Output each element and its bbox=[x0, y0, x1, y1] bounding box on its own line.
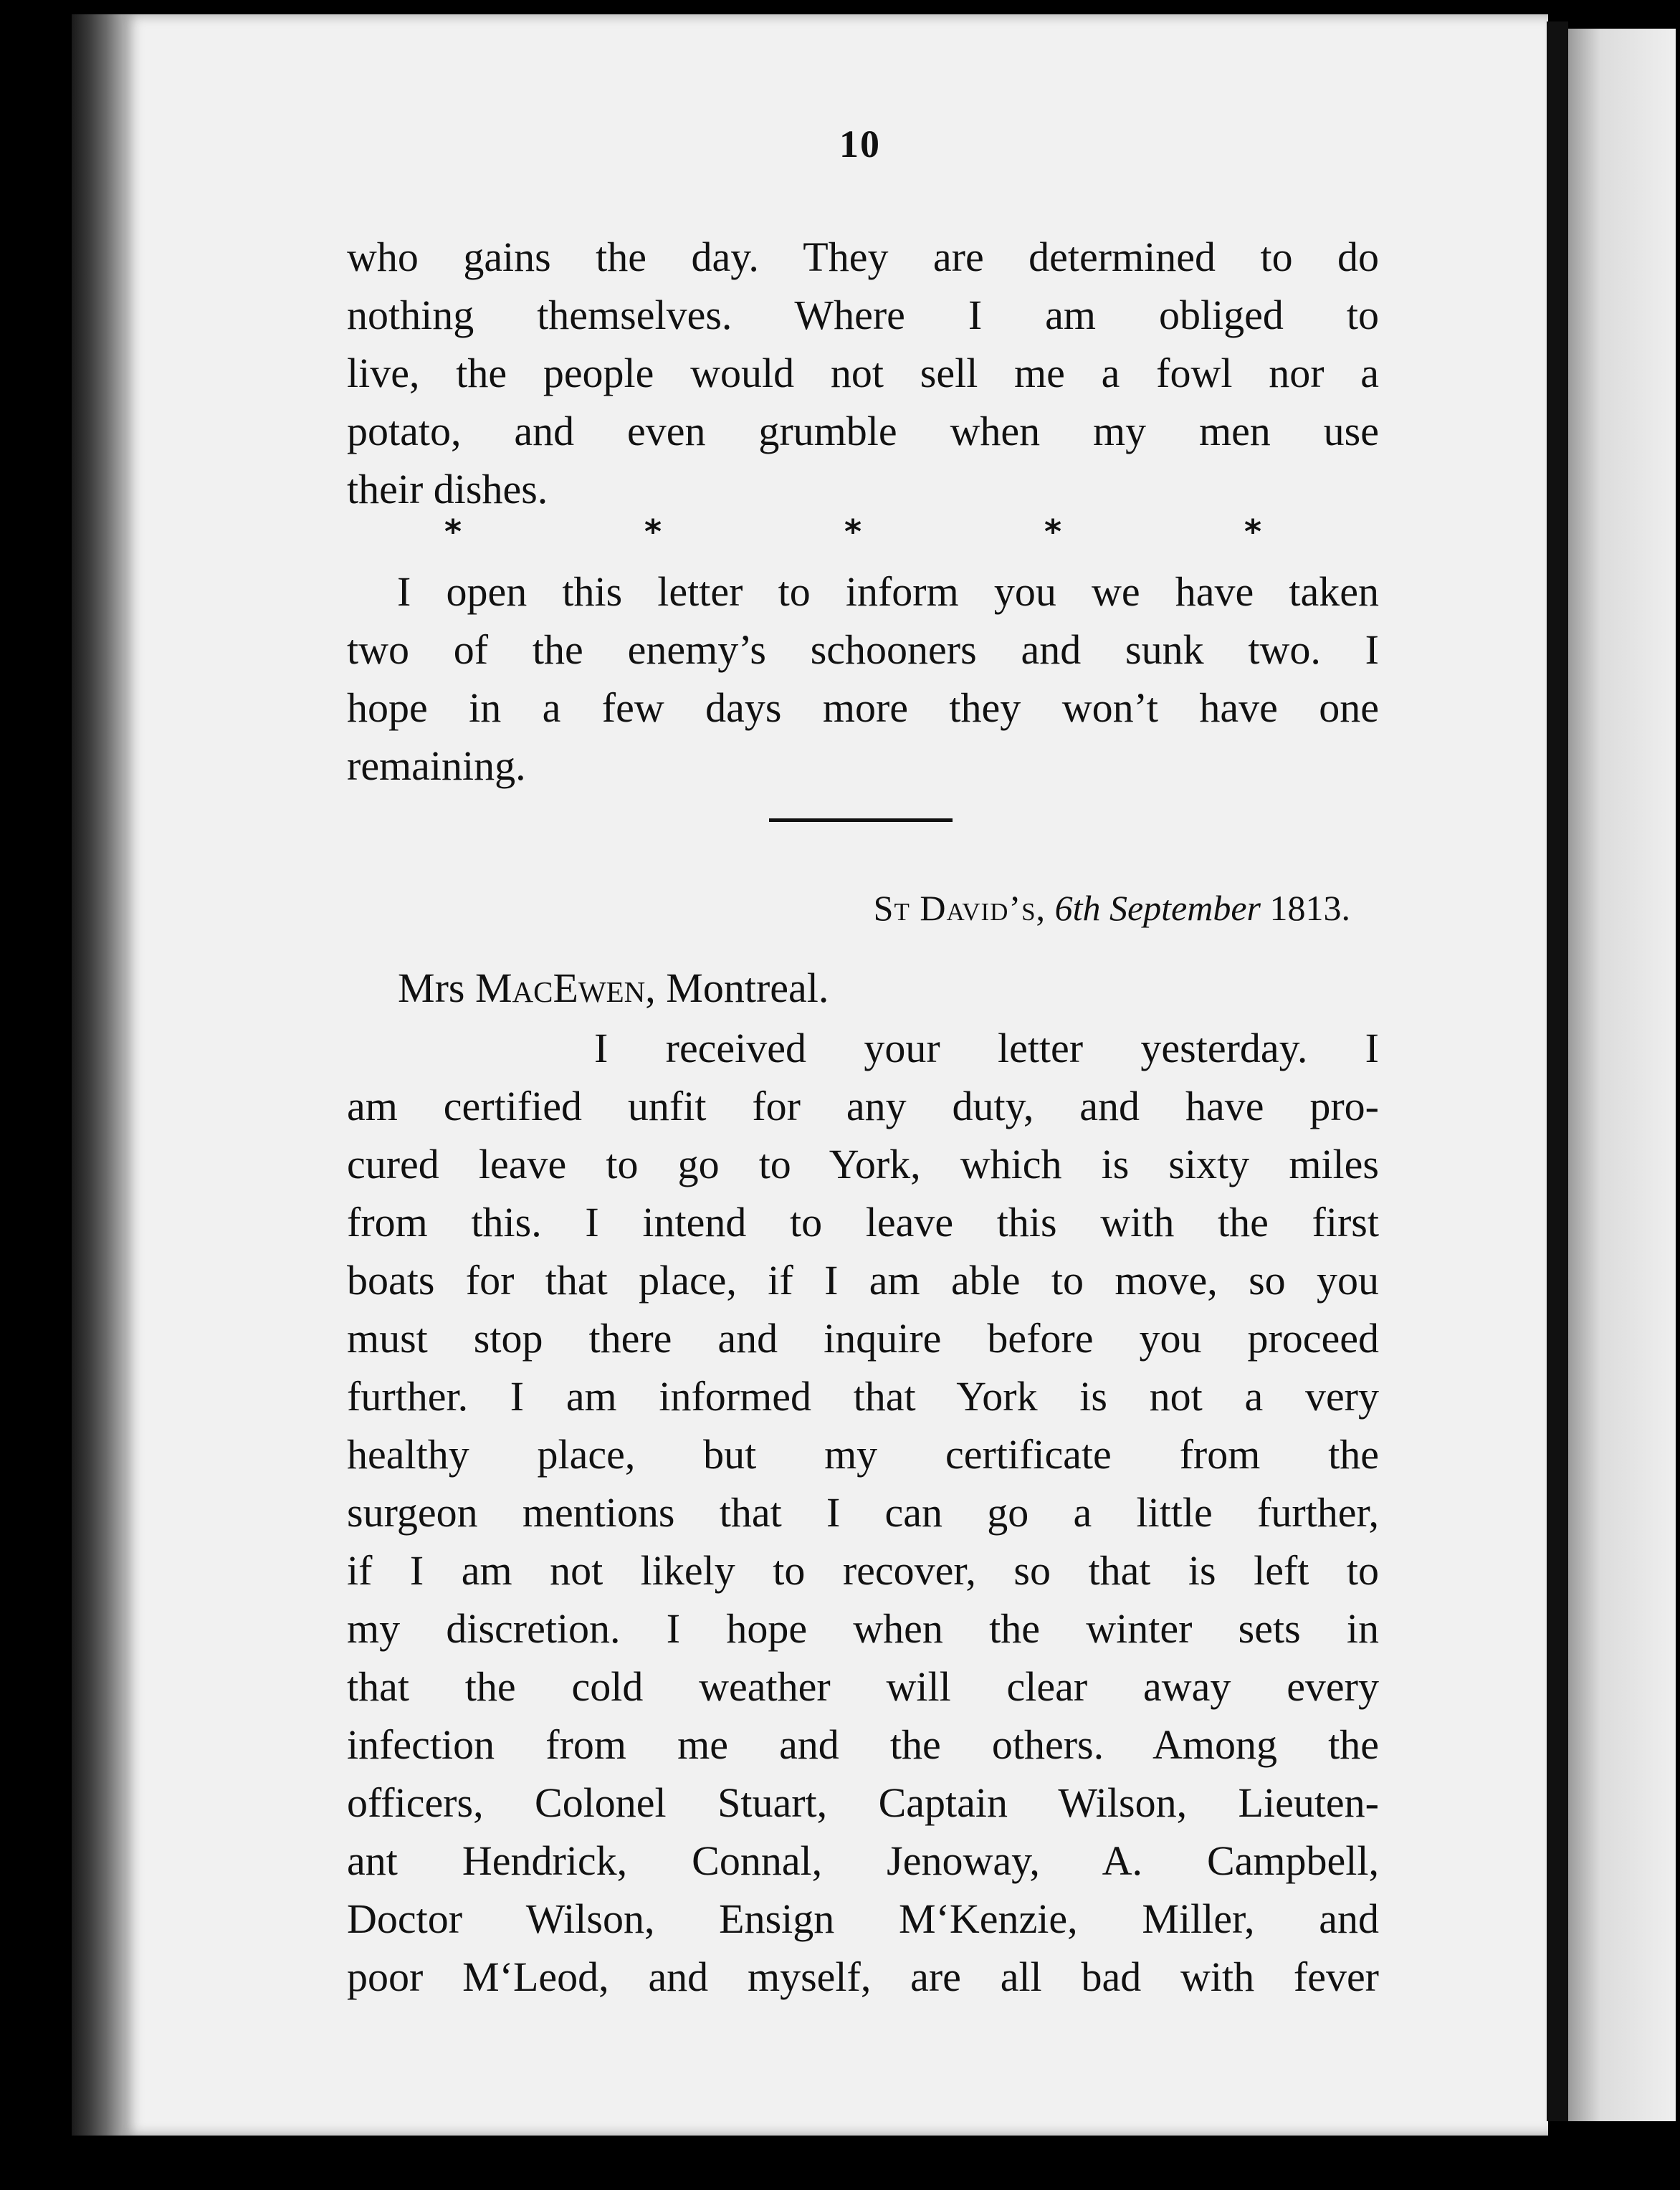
text-line: ant Hendrick, Connal, Jenoway, A. Campbell, bbox=[347, 1837, 1379, 1884]
text-line: nothing themselves. Where I am obliged to bbox=[347, 292, 1379, 338]
text-line: remaining. bbox=[347, 742, 526, 789]
text-line: hope in a few days more they won’t have one bbox=[347, 684, 1379, 731]
paragraph-continuation bbox=[347, 228, 1379, 518]
dateline-year: 1813. bbox=[1269, 888, 1350, 928]
text-line: if I am not likely to recover, so that is left to bbox=[347, 1547, 1379, 1594]
text-line: cured leave to go to York, which is sixty miles bbox=[347, 1141, 1379, 1187]
section-divider-rule bbox=[769, 818, 953, 822]
page-number: 10 bbox=[839, 123, 881, 166]
salutation-city: Montreal. bbox=[666, 965, 829, 1011]
asterisk: * bbox=[1244, 512, 1261, 551]
text-line: two of the enemy’s schooners and sunk two. I bbox=[347, 626, 1379, 673]
text-line: am certified unfit for any duty, and have pro- bbox=[347, 1083, 1379, 1129]
text-line: further. I am informed that York is not a very bbox=[347, 1373, 1379, 1420]
text-line: from this. I intend to leave this with the first bbox=[347, 1199, 1379, 1245]
text-line: healthy place, but my certificate from the bbox=[347, 1431, 1379, 1478]
text-line: Doctor Wilson, Ensign M‘Kenzie, Miller, and bbox=[347, 1895, 1379, 1942]
dateline-place: St David’s, bbox=[873, 888, 1046, 928]
text-line: officers, Colonel Stuart, Captain Wilson, Lieuten- bbox=[347, 1779, 1379, 1826]
text-line: poor M‘Leod, and myself, are all bad with fever bbox=[347, 1954, 1379, 2000]
letter-dateline bbox=[874, 887, 1350, 929]
text-line: infection from me and the others. Among the bbox=[347, 1721, 1379, 1768]
book-binding-edge bbox=[72, 14, 129, 2136]
asterisk: * bbox=[844, 512, 862, 551]
asterisk: * bbox=[644, 512, 662, 551]
letter-body bbox=[347, 1019, 1379, 2006]
asterisk: * bbox=[444, 512, 462, 551]
asterisk: * bbox=[1044, 512, 1062, 551]
letter-salutation bbox=[398, 964, 829, 1012]
text-line: potato, and even grumble when my men use bbox=[347, 408, 1379, 454]
text-line: surgeon mentions that I can go a little further, bbox=[347, 1489, 1379, 1536]
dateline-date: 6th September bbox=[1054, 888, 1261, 928]
text-line: my discretion. I hope when the winter sets in bbox=[347, 1605, 1379, 1652]
text-line: I received your letter yesterday. I bbox=[594, 1025, 1379, 1071]
text-line: I open this letter to inform you we have taken bbox=[397, 568, 1379, 615]
text-line: their dishes. bbox=[347, 466, 548, 512]
text-line: that the cold weather will clear away every bbox=[347, 1663, 1379, 1710]
text-line: who gains the day. They are determined to do bbox=[347, 234, 1379, 280]
adjacent-page-edge bbox=[1568, 29, 1676, 2121]
page-gutter bbox=[1547, 21, 1568, 2121]
paragraph-postscript bbox=[347, 563, 1379, 795]
asterisk-separator bbox=[444, 512, 1261, 551]
text-line: must stop there and inquire before you proceed bbox=[347, 1315, 1379, 1362]
salutation-name: MacEwen, bbox=[474, 965, 656, 1011]
salutation-prefix: Mrs bbox=[398, 965, 465, 1011]
text-line: live, the people would not sell me a fowl nor a bbox=[347, 350, 1379, 396]
text-line: boats for that place, if I am able to move, so you bbox=[347, 1257, 1379, 1304]
